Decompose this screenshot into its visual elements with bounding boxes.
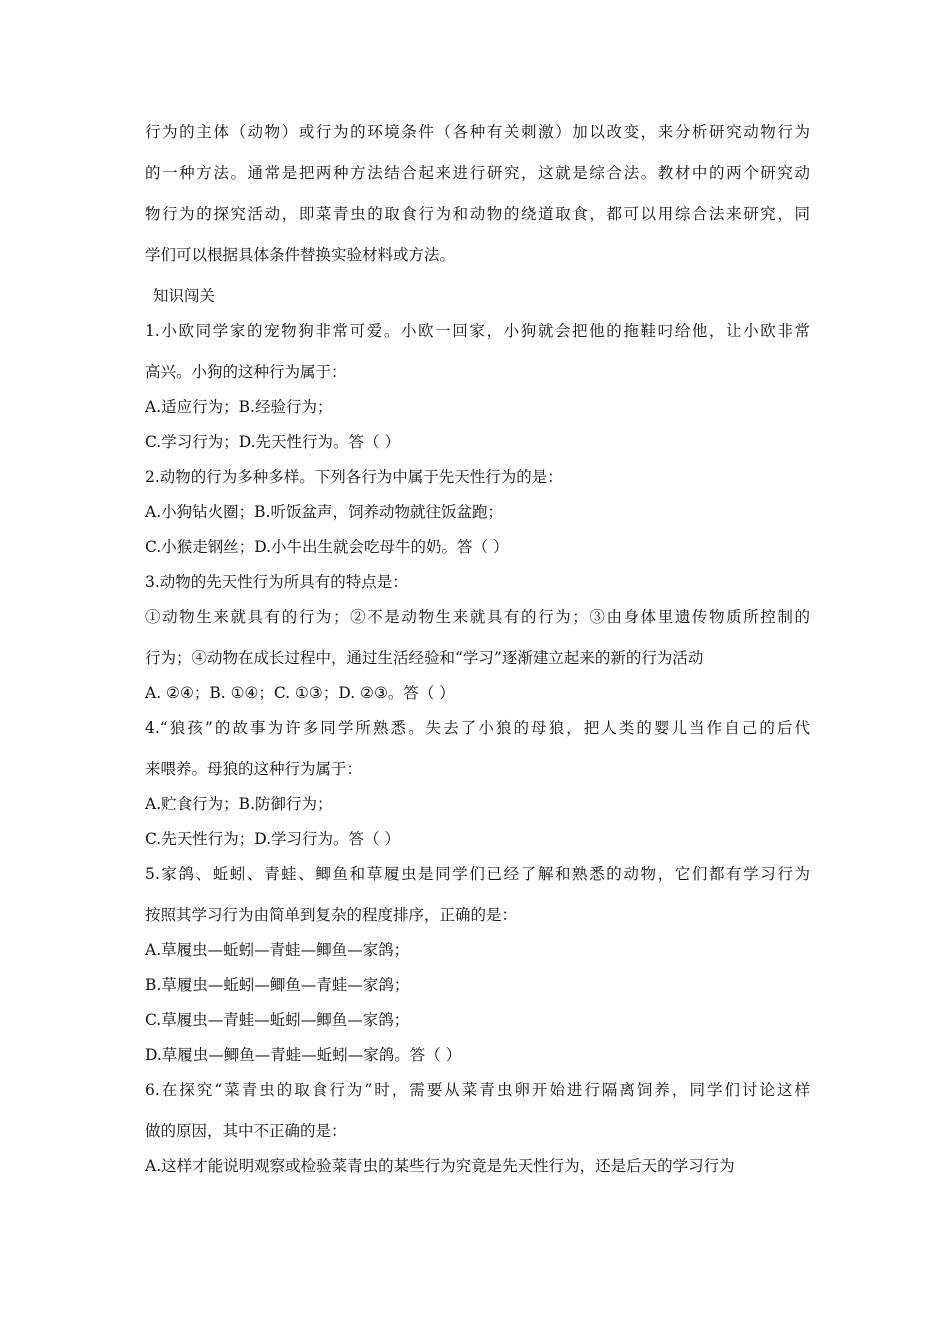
question-option: C.先天性行为；D.学习行为。答（ ） — [145, 830, 400, 848]
question-option: A.小狗钻火圈；B.听饭盆声，饲养动物就往饭盆跑； — [145, 503, 503, 521]
question-option: C.小猴走钢丝；D.小牛出生就会吃母牛的奶。答（ ） — [145, 538, 509, 556]
question-stem-line: 5.家鸽、蚯蚓、青蛙、鲫鱼和草履虫是同学们已经了解和熟悉的动物，它们都有学习行为 — [145, 865, 810, 883]
question-option: D.草履虫—鲫鱼—青蛙—蚯蚓—家鸽。答（ ） — [145, 1046, 462, 1064]
section-title: 知识闯关 — [153, 287, 216, 305]
question-option: A.这样才能说明观察或检验菜青虫的某些行为究竟是先天性行为，还是后天的学习行为 — [145, 1157, 735, 1175]
question-stem-line: 高兴。小狗的这种行为属于： — [145, 363, 347, 381]
intro-line: 学们可以根据具体条件替换实验材料或方法。 — [145, 246, 456, 264]
question-stem-line: 行为；④动物在成长过程中，通过生活经验和“学习”逐渐建立起来的新的行为活动 — [145, 649, 704, 667]
intro-line: 行为的主体（动物）或行为的环境条件（各种有关刺激）加以改变，来分析研究动物行为 — [145, 123, 810, 141]
question-stem-line: 1.小欧同学家的宠物狗非常可爱。小欧一回家，小狗就会把他的拖鞋叼给他，让小欧非常 — [145, 322, 810, 340]
question-option: C.草履虫—青蛙—蚯蚓—鲫鱼—家鸽； — [145, 1011, 410, 1029]
question-stem-line: 4.“狼孩”的故事为许多同学所熟悉。失去了小狼的母狼，把人类的婴儿当作自己的后代 — [145, 719, 810, 737]
document-body — [145, 121, 810, 1190]
question-option: C.学习行为；D.先天性行为。答（ ） — [145, 433, 400, 451]
question-stem-line: 按照其学习行为由简单到复杂的程度排序，正确的是： — [145, 906, 518, 924]
question-option: A.适应行为；B.经验行为； — [145, 398, 333, 416]
question-stem-line: 6.在探究“菜青虫的取食行为”时，需要从菜青虫卵开始进行隔离饲养，同学们讨论这样 — [145, 1081, 810, 1099]
question-option: A.草履虫—蚯蚓—青蛙—鲫鱼—家鸽； — [145, 941, 410, 959]
question-stem-line: 3.动物的先天性行为所具有的特点是： — [145, 573, 408, 591]
question-option: A. ②④；B. ①④；C. ①③；D. ②③。答（ ） — [145, 684, 455, 702]
question-stem-line: 做的原因，其中不正确的是： — [145, 1122, 347, 1140]
question-stem-line: ①动物生来就具有的行为；②不是动物生来就具有的行为；③由身体里遗传物质所控制的 — [145, 608, 810, 626]
question-stem-line: 2.动物的行为多种多样。下列各行为中属于先天性行为的是： — [145, 468, 563, 486]
intro-line: 的一种方法。通常是把两种方法结合起来进行研究，这就是综合法。教材中的两个研究动 — [145, 164, 810, 182]
question-stem-line: 来喂养。母狼的这种行为属于： — [145, 760, 363, 778]
question-option: B.草履虫—蚯蚓—鲫鱼—青蛙—家鸽； — [145, 976, 410, 994]
question-option: A.贮食行为；B.防御行为； — [145, 795, 333, 813]
intro-line: 物行为的探究活动，即菜青虫的取食行为和动物的绕道取食，都可以用综合法来研究，同 — [145, 205, 810, 223]
